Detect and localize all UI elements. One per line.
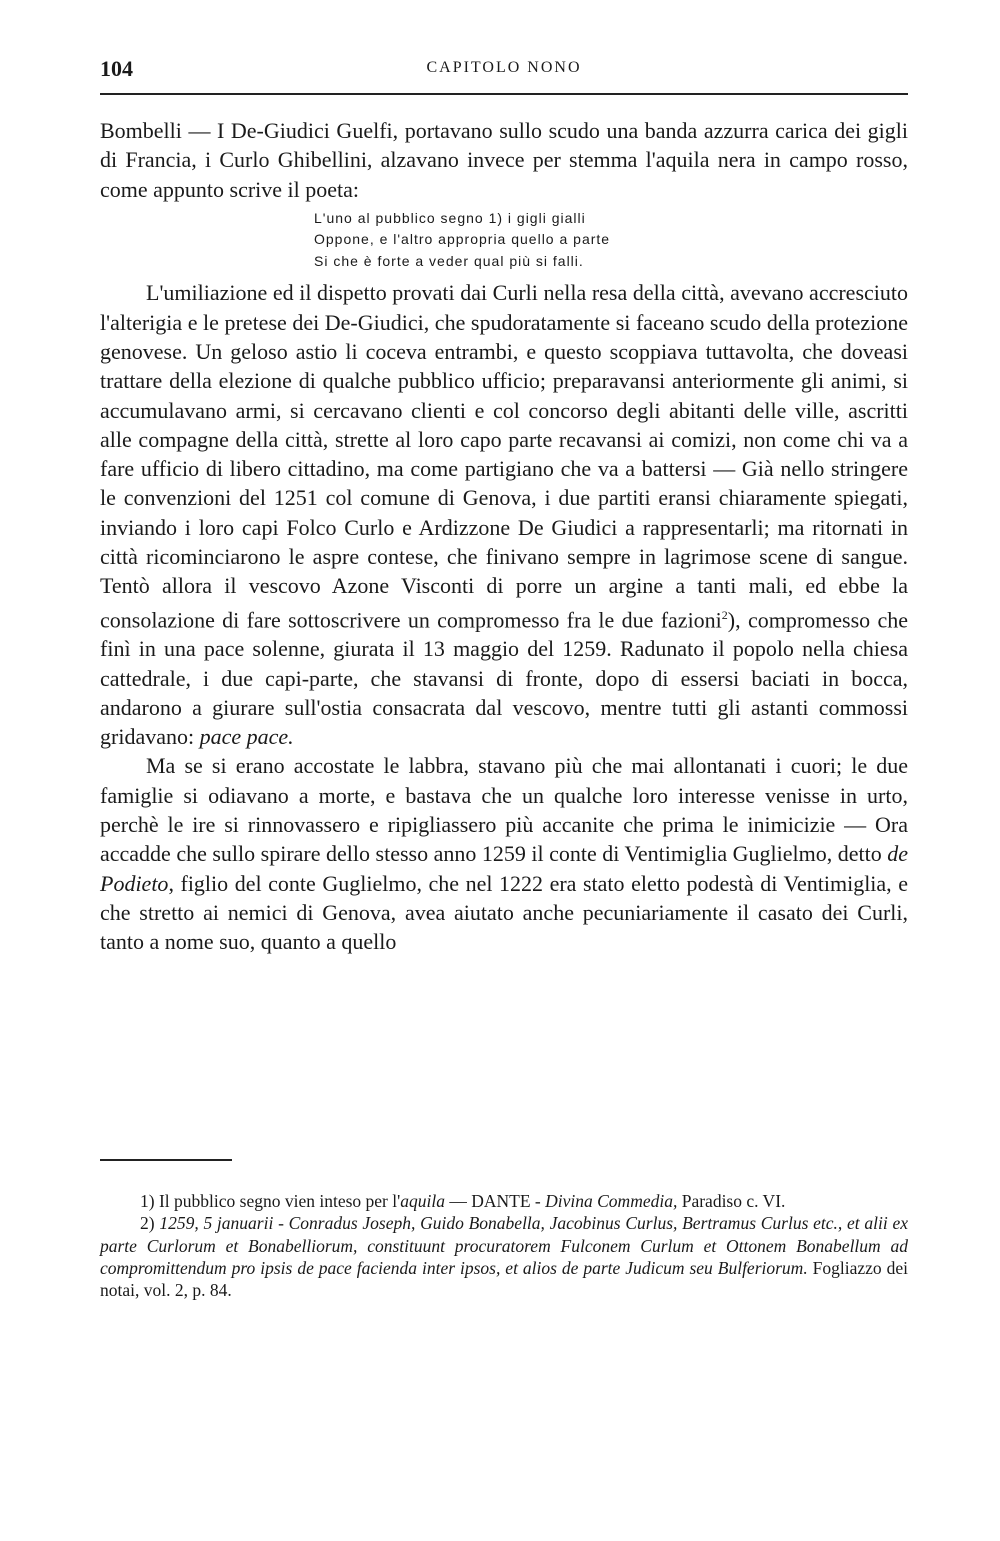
verse-line-1: L'uno al pubblico segno 1) i gigli gialli — [314, 209, 586, 226]
footnote-1-text-a: 1) Il pubblico segno vien inteso per l' — [140, 1191, 401, 1211]
verse-line-3: Si che è forte a veder qual più si falli. — [314, 252, 584, 269]
paragraph-3-italic: de Podieto — [100, 841, 909, 896]
paragraph-2-text-b: ), compromesso che finì in una pace solenne, giurata il 13 maggio del 1259. Radunato il popolo nella chiesa cattedrale, i due capi-parte, che stavansi di fronte, dopo di essersi baciati in bocca, andarono a giurare sull'ostia consacrata dal vescovo, mentre tutti gli astanti commossi gridavano: — [100, 606, 909, 750]
page-header — [100, 56, 908, 88]
verse-line-2: Oppone, e l'altro appropria quello a parte — [314, 231, 611, 248]
footnote-1-italic-b: Divina Commedia, — [545, 1191, 678, 1211]
running-head: CAPITOLO NONO — [426, 59, 582, 76]
footnote-1-italic-a: aquila — [400, 1191, 445, 1211]
paragraph-3 — [100, 751, 908, 956]
footnote-1-text-b: — DANTE - — [445, 1191, 541, 1211]
footnote-2-italic: 1259, 5 januarii - Conradus Joseph, Guido Bonabella, Jacobinus Curlus, Bertramus Curlus etc., et alii ex parte Curlorum et Bonabelliorum, constituunt procuratorem Fulconem Curlum et Ottonem Bonabellum ad compromittendum pro ipsis de pace facienda inter ipsos, et alios de parte Judicum seu Bulferiorum. — [100, 1213, 908, 1278]
paragraph-3-text-a: Ma se si erano accostate le labbra, stavano più che mai allontanati i cuori; le due famiglie si odiavano a morte, e bastava che un qualche loro interesse venisse in urto, perchè le ire si rinnovassero e ripigliassero più accanite che prima le inimicizie — Ora accadde che sullo spirare dello stesso anno 1259 il conte di Ventimiglia Guglielmo, detto — [100, 753, 908, 867]
page-number: 104 — [100, 56, 133, 81]
verse-quote — [314, 208, 908, 273]
paragraph-1: Bombelli — I De-Giudici Guelfi, portavano sullo scudo una banda azzurra carica dei gigli di Francia, i Curlo Ghibellini, alzavano invece per stemma l'aquila nera in campo rosso, come appunto scrive il poeta: — [100, 118, 908, 202]
paragraph-2-italic: pace pace. — [199, 724, 294, 750]
footnote-rule — [100, 1159, 232, 1161]
paragraph-2 — [100, 278, 908, 751]
header-rule — [100, 93, 908, 95]
footnote-ref-2: 2 — [721, 607, 728, 622]
footnotes — [100, 1190, 908, 1301]
footnote-1 — [100, 1190, 908, 1212]
footnote-2-text-b: Fogliazzo dei notai, vol. 2, p. 84. — [100, 1257, 908, 1301]
footnote-2-text-a: 2) — [140, 1213, 160, 1234]
paragraph-3-text-b: , figlio del conte Guglielmo, che nel 1222 era stato eletto podestà di Ventimiglia, e che stretto ai nemici di Genova, avea aiutato anche pecuniariamente il casato dei Curli, tanto a nome suo, quanto a quello — [100, 870, 908, 955]
main-text — [100, 116, 908, 957]
paragraph-2-text-a: L'umiliazione ed il dispetto provati dai Curli nella resa della città, avevano accresciuto l'alterigia e le pretese dei De-Giudici, che spudoratamente si faceano scudo della protezione genovese. Un geloso astio li coceva entrambi, e questo scoppiava tuttavolta, che doveasi trattare della elezione di qualche pubblico ufficio; preparavansi anteriormente gli animi, si accumulavano armi, si cercavano clienti e col concorso degli abitanti delle ville, ascritti alle compagne della città, strette al loro capo parte recavansi ai comizi, non come chi va a fare ufficio di libero cittadino, ma come partigiano che va a battersi — Già nello stringere le convenzioni del 1251 col comune di Genova, i due partiti eransi chiaramente spiegati, inviando i loro capi Folco Curlo e Ardizzone De Giudici a rappresentarli; ma ritornati in città ricominciarono le aspre contese, che finivano sempre in lagrimose scene di sangue. Tentò allora il vescovo Azone Visconti di porre un argine a tanti mali, ed ebbe la consolazione di fare sottoscrivere un compromesso fra le due fazioni — [100, 280, 908, 632]
footnote-1-text-c: Paradiso c. VI. — [681, 1191, 786, 1211]
footnote-2 — [100, 1212, 908, 1301]
